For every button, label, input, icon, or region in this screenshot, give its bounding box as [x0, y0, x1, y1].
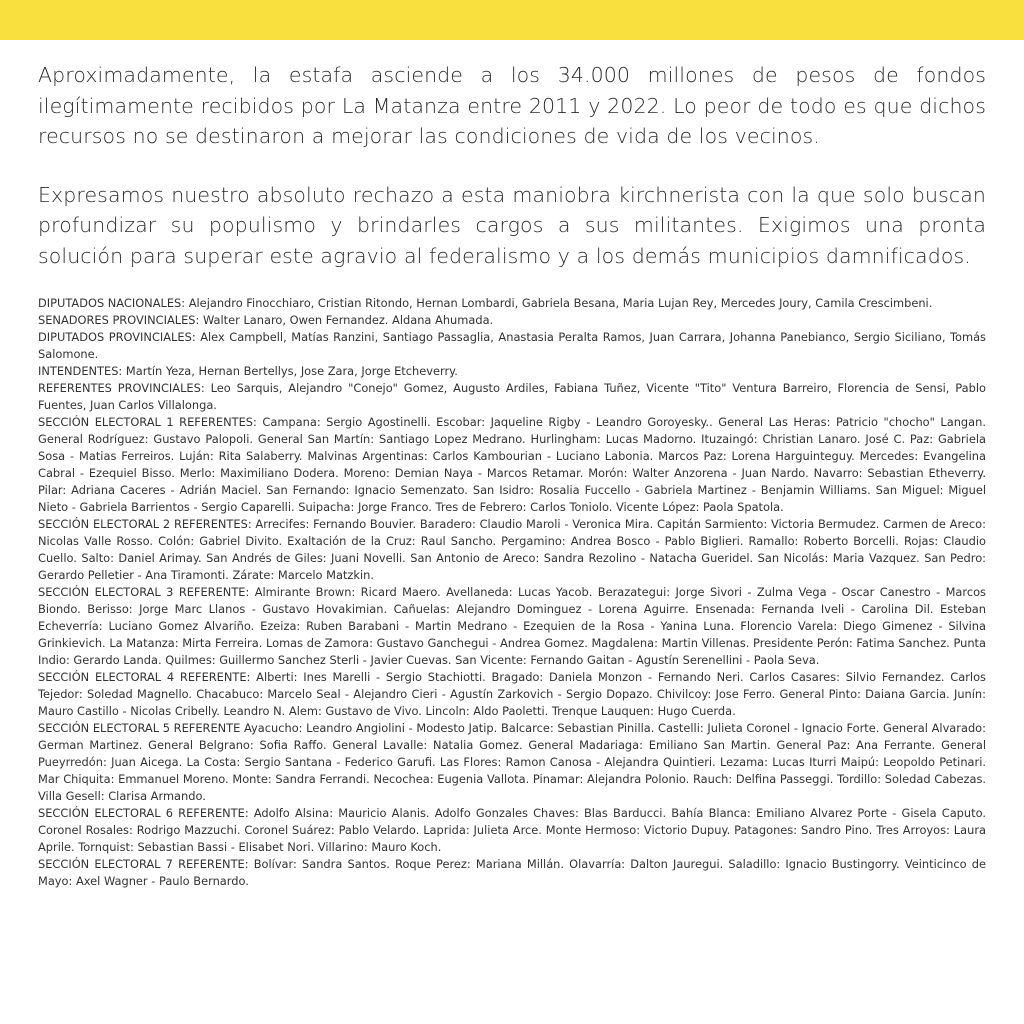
signatories-diputados-provinciales: DIPUTADOS PROVINCIALES: Alex Campbell, Matías Ranzini, Santiago Passaglia, Anastasia Peralta Ramos, Juan Carrara, Johanna Panebianco, Sergio Siciliano, Tomás Salomone.	[38, 330, 986, 361]
signatories-seccion-3: SECCIÓN ELECTORAL 3 REFERENTE: Almirante Brown: Ricard Maero. Avellaneda: Lucas Yacob. Berazategui: Jorge Sivori - Zulma Vega - Oscar Canestro - Marcos Biondo. Berisso: Jorge Marc Llanos - Gustavo Hovakimian. Cañuelas: Alejandro Dominguez - Lorena Aguirre. Ensenada: Fernanda Iveli - Carolina Dil. Esteban Echeverría: Luciano Gomez Alvariño. Ezeiza: Ruben Barabani - Martin Medrano - Ezequien de la Rosa - Yanina Luna. Florencio Varela: Diego Gimenez - Silvina Grinkievich. La Matanza: Mirta Ferreira. Lomas de Zamora: Gustavo Ganchegui - Andrea Gomez. Magdalena: Martin Villenas. Presidente Perón: Fatima Sanchez. Punta Indio: Gerardo Landa. Quilmes: Guillermo Sanchez Sterli - Javier Cuevas. San Vicente: Fernando Gaitan - Agustín Serenellini - Paola Seva.	[38, 585, 986, 667]
signatories-seccion-4: SECCIÓN ELECTORAL 4 REFERENTE: Alberti: Ines Marelli - Sergio Stachiotti. Bragado: Daniela Monzon - Fernando Neri. Carlos Casares: Silvio Fernandez. Carlos Tejedor: Soledad Magnello. Chacabuco: Marcelo Seal - Alejandro Cieri - Agustín Zarkovich - Sergio Dopazo. Chivilcoy: Jose Ferro. General Pinto: Daiana Garcia. Junín: Mauro Castillo - Nicolas Cribelly. Leandro N. Alem: Gustavo de Vivo. Lincoln: Aldo Paoletti. Trenque Lauquen: Hugo Cuerda.	[38, 670, 986, 718]
signatories-seccion-2: SECCIÓN ELECTORAL 2 REFERENTES: Arrecifes: Fernando Bouvier. Baradero: Claudio Maroli - Veronica Mira. Capitán Sarmiento: Victoria Bermudez. Carmen de Areco: Nicolas Valle Rosso. Colón: Gabriel Divito. Exaltación de la Cruz: Raul Sancho. Pergamino: Andrea Bosco - Pablo Biglieri. Ramallo: Roberto Borcelli. Rojas: Claudio Cuello. Salto: Daniel Arimay. San Andrés de Giles: Juani Novelli. San Antonio de Areco: Sandra Rezolino - Natacha Gueridel. San Nicolás: Maria Vazquez. San Pedro: Gerardo Pelletier - Ana Tiramonti. Zárate: Marcelo Matzkin.	[38, 517, 986, 582]
document-body	[38, 60, 986, 890]
signatories-referentes-provinciales: REFERENTES PROVINCIALES: Leo Sarquis, Alejandro "Conejo" Gomez, Augusto Ardiles, Fabiana Tuñez, Vicente "Tito" Ventura Barreiro, Florencia de Sensi, Pablo Fuentes, Juan Carlos Villalonga.	[38, 381, 986, 412]
paragraph-rechazo: Expresamos nuestro absoluto rechazo a esta maniobra kirchnerista con la que solo buscan profundizar su populismo y brindarles cargos a sus militantes. Exigimos una pronta solución para superar este agravio al federalismo y a los demás municipios damnificados.	[38, 182, 986, 268]
signatories-diputados-nacionales: DIPUTADOS NACIONALES: Alejandro Finocchiaro, Cristian Ritondo, Hernan Lombardi, Gabriela Besana, Maria Lujan Rey, Mercedes Joury, Camila Crescimbeni.	[38, 296, 933, 310]
top-accent-bar	[0, 0, 1024, 40]
paragraph-estafa: Aproximadamente, la estafa asciende a los 34.000 millones de pesos de fondos ilegítimamente recibidos por La Matanza entre 2011 y 2022. Lo peor de todo es que dichos recursos no se destinaron a mejorar las condiciones de vida de los vecinos.	[38, 63, 986, 148]
signatories-intendentes: INTENDENTES: Martín Yeza, Hernan Bertellys, Jose Zara, Jorge Etcheverry.	[38, 364, 458, 378]
signatories-seccion-6: SECCIÓN ELECTORAL 6 REFERENTE: Adolfo Alsina: Mauricio Alanis. Adolfo Gonzales Chaves: Blas Barducci. Bahía Blanca: Emiliano Alvarez Porte - Gisela Caputo. Coronel Rosales: Rodrigo Mazzuchi. Coronel Suárez: Pablo Velardo. Laprida: Julieta Arce. Monte Hermoso: Victorio Dupuy. Patagones: Sandro Pino. Tres Arroyos: Laura Aprile. Tornquist: Sebastian Bassi - Elisabet Nori. Villarino: Mauro Koch.	[38, 806, 986, 854]
signatories-list	[38, 295, 986, 890]
signatories-senadores-provinciales: SENADORES PROVINCIALES: Walter Lanaro, Owen Fernandez. Aldana Ahumada.	[38, 313, 494, 327]
signatories-seccion-7: SECCIÓN ELECTORAL 7 REFERENTE: Bolívar: Sandra Santos. Roque Perez: Mariana Millán. Olavarría: Dalton Jauregui. Saladillo: Ignacio Bustingorry. Veinticinco de Mayo: Axel Wagner - Paulo Bernardo.	[38, 857, 986, 888]
signatories-seccion-1: SECCIÓN ELECTORAL 1 REFERENTES: Campana: Sergio Agostinelli. Escobar: Jaqueline Rigby - Leandro Goroyesky.. General Las Heras: Patricio "chocho" Langan. General Rodríguez: Gustavo Palopoli. General San Martín: Santiago Lopez Medrano. Hurlingham: Lucas Madorno. Ituzaingó: Christian Lanaro. José C. Paz: Gabriela Sosa - Matias Ferreiros. Luján: Rita Salaberry. Malvinas Argentinas: Carlos Kambourian - Luciano Labonia. Marcos Paz: Lorena Harguinteguy. Mercedes: Evangelina Cabral - Ezequiel Bisso. Merlo: Maximiliano Dodera. Moreno: Demian Naya - Marcos Retamar. Morón: Walter Anzorena - Juan Nardo. Navarro: Sebastian Etheverry. Pilar: Adriana Caceres - Adrián Maciel. San Fernando: Ignacio Semenzato. San Isidro: Rosalia Fuccello - Gabriela Martinez - Benjamin Williams. San Miguel: Miguel Nieto - Gabriela Barrientos - Sergio Caparelli. Suipacha: Jorge Franco. Tres de Febrero: Carlos Toniolo. Vicente López: Paola Spatola.	[38, 415, 986, 514]
signatories-seccion-5: SECCIÓN ELECTORAL 5 REFERENTE Ayacucho: Leandro Angiolini - Modesto Jatip. Balcarce: Sebastian Pinilla. Castelli: Julieta Coronel - Ignacio Forte. General Alvarado: German Martinez. General Belgrano: Sofia Raffo. General Lavalle: Natalia Gomez. General Madariaga: Emiliano San Martin. General Paz: Ana Ferrante. General Pueyrredón: Juan Aicega. La Costa: Sergio Santana - Federico Garufi. Las Flores: Ramon Canosa - Alejandra Quintieri. Lezama: Lucas Iturri Maipú: Leopoldo Petinari. Mar Chiquita: Emmanuel Moreno. Monte: Sandra Ferrandi. Necochea: Eugenia Vallota. Pinamar: Alejandra Polonio. Rauch: Delfina Passeggi. Tordillo: Soledad Cabezas. Villa Gesell: Clarisa Armando.	[38, 721, 986, 803]
